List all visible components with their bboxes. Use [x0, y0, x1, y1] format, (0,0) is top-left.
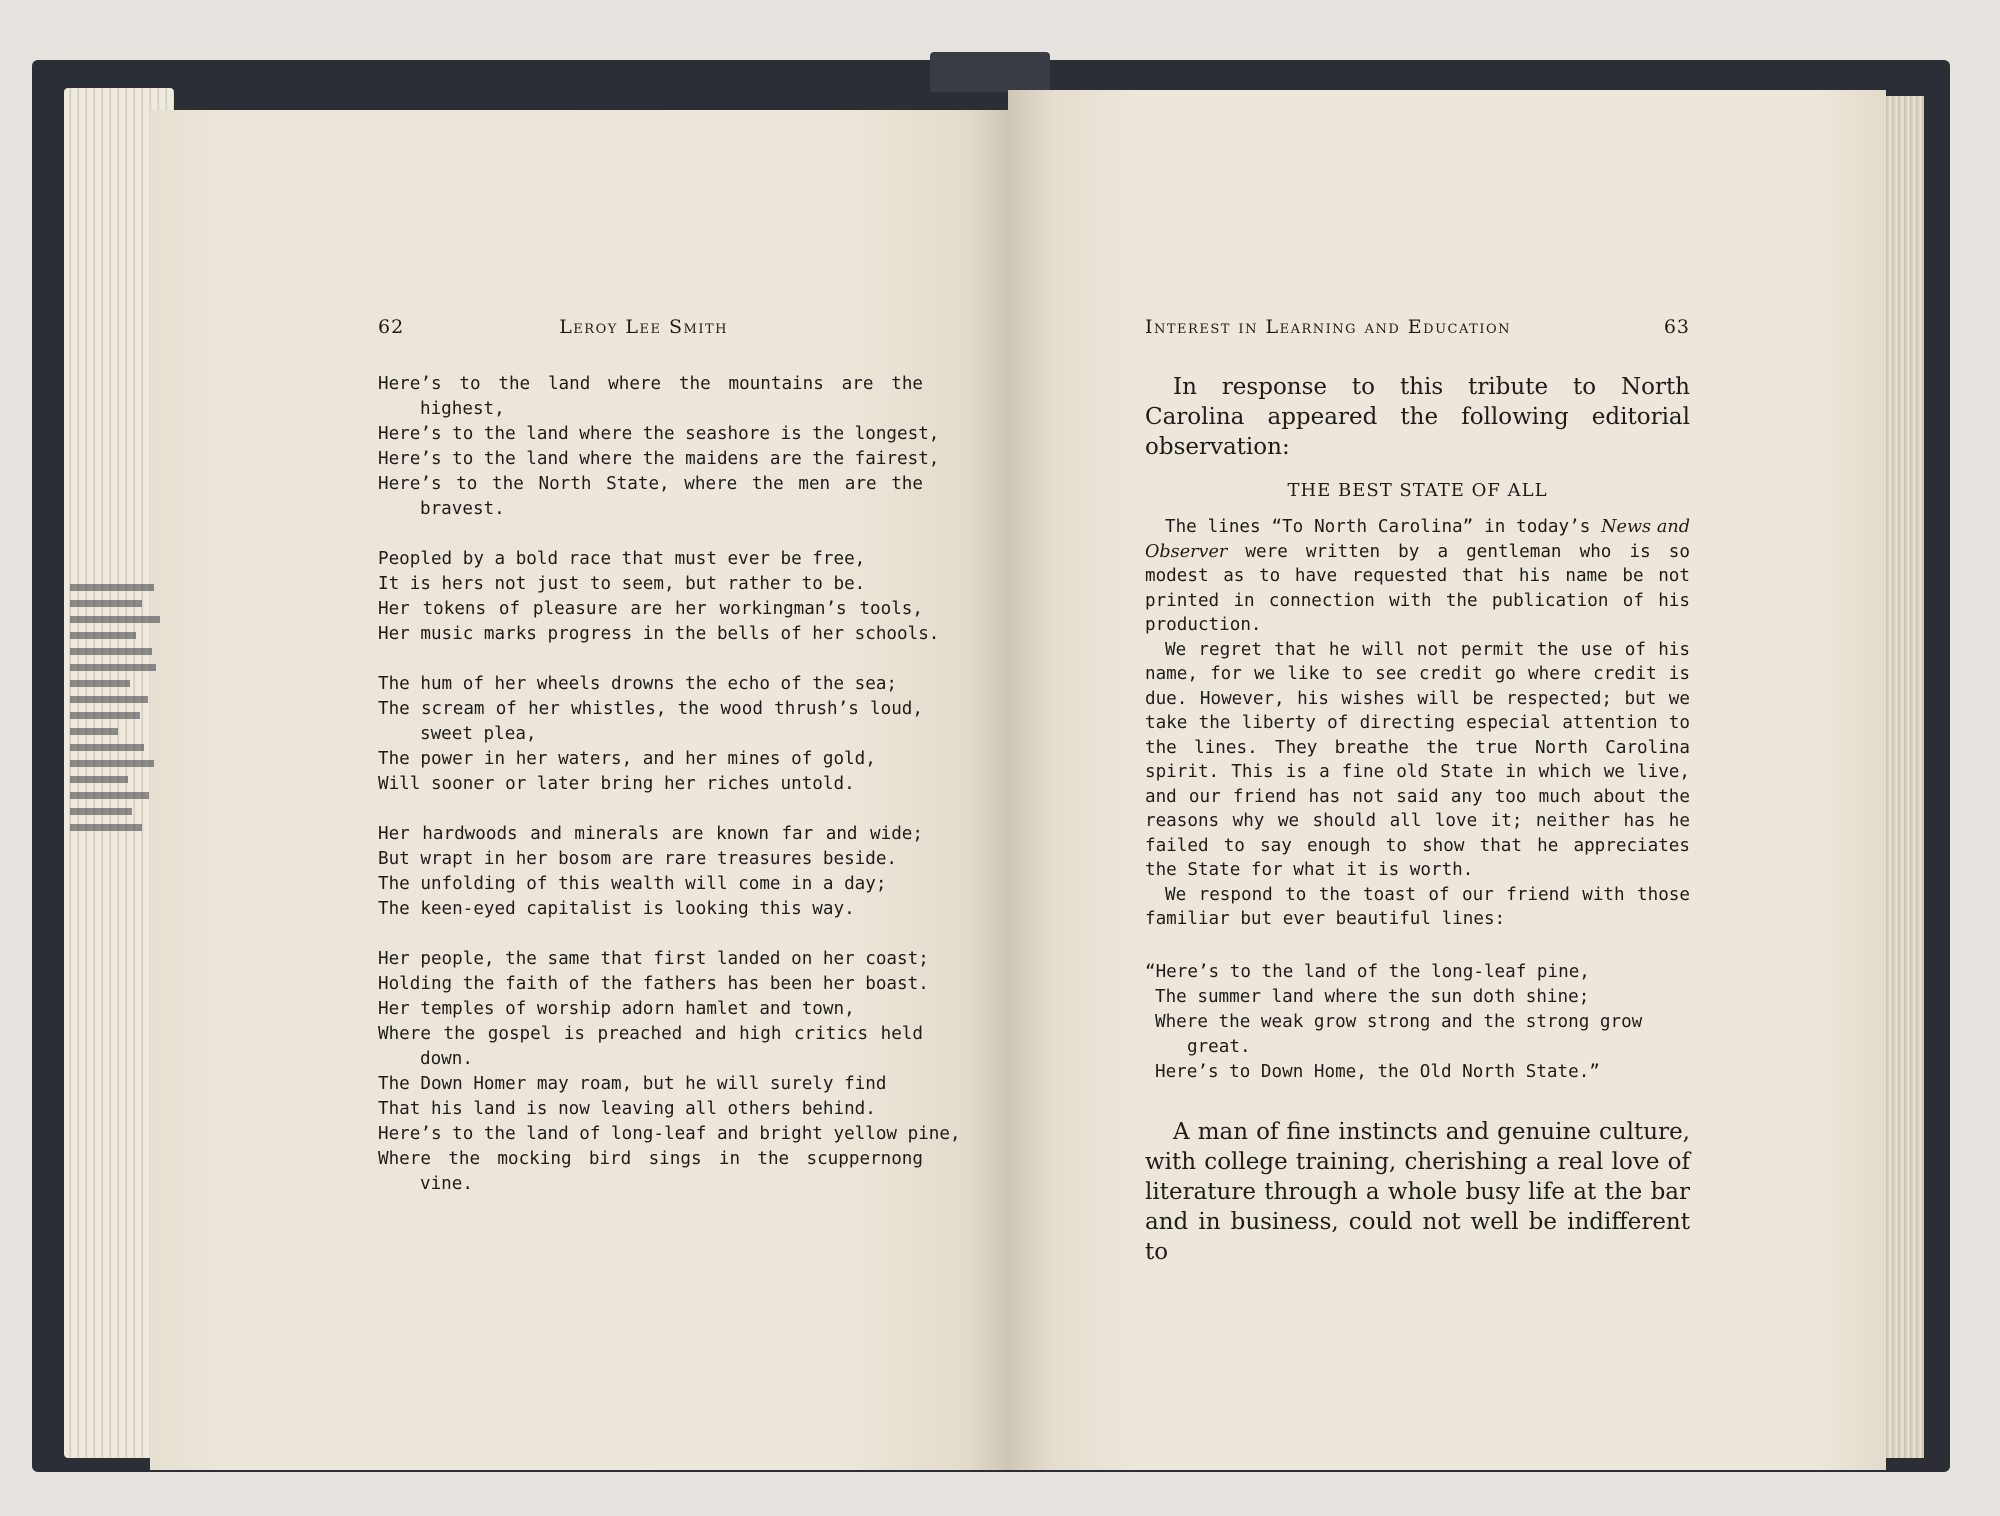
poem-line: But wrapt in her bosom are rare treasures beside.: [378, 849, 898, 869]
page-number: 62: [378, 316, 405, 338]
poem-line: Peopled by a bold race that must ever be free,: [378, 549, 866, 569]
editorial-heading: THE BEST STATE OF ALL: [1287, 480, 1548, 501]
poem-line: Here’s to the land where the maidens are the fairest,: [378, 449, 940, 469]
poem-line: Her hardwoods and minerals are known far and wide;: [378, 824, 923, 844]
poem-line: Here’s to the North State, where the men are the: [378, 474, 923, 494]
editorial: [1145, 515, 1690, 932]
editorial-paragraph: The lines “To North Carolina” in today’s News and Observer were written by a gentleman who is so modest as to have requested that his name be not printed in connection with the publication of his production.: [1145, 517, 1690, 635]
right-page-text: [1145, 316, 1690, 1267]
poem-line: Her music marks progress in the bells of her schools.: [378, 624, 940, 644]
left-page-text: [378, 316, 961, 1197]
poem-line: The Down Homer may roam, but he will surely find: [378, 1074, 887, 1094]
poem-line: The unfolding of this wealth will come in a day;: [378, 874, 887, 894]
poem-line: The keen-eyed capitalist is looking this way.: [378, 899, 855, 919]
closing-paragraph: A man of fine instincts and genuine culture, with college training, cherishing a real love of literature through a whole busy life at the bar and in business, could not well be indifferent to: [1145, 1118, 1690, 1265]
intro-paragraph: In response to this tribute to North Carolina appeared the following editorial observation:: [1145, 374, 1690, 460]
poem-line: Will sooner or later bring her riches untold.: [378, 774, 855, 794]
poem-line: Holding the faith of the fathers has been her boast.: [378, 974, 929, 994]
poem-line: Her temples of worship adorn hamlet and town,: [378, 999, 855, 1019]
quote-line: Here’s to Down Home, the Old North State.”: [1155, 1061, 1600, 1082]
poem-line: Where the mocking bird sings in the scuppernong: [378, 1149, 923, 1169]
newspaper-title: News and Observer: [1145, 517, 1690, 562]
poem-line: Where the gospel is preached and high critics held: [378, 1024, 923, 1044]
left-running-head: [378, 316, 923, 338]
book-spine: [930, 52, 1050, 92]
quote-line: “Here’s to the land of the long-leaf pine,: [1145, 961, 1590, 982]
quote-line: The summer land where the sun doth shine;: [1155, 986, 1590, 1007]
poem-line: vine.: [420, 1174, 473, 1194]
edge-ink-marks: [70, 575, 190, 975]
poem-line: sweet plea,: [420, 724, 537, 744]
poem-line: bravest.: [420, 499, 505, 519]
page-number: 63: [1663, 316, 1690, 338]
poem-line: Her people, the same that first landed on her coast;: [378, 949, 929, 969]
poem-line: Here’s to the land of long-leaf and bright yellow pine,: [378, 1124, 961, 1144]
poem-line: Her tokens of pleasure are her workingman’s tools,: [378, 599, 923, 619]
poem-line: The scream of her whistles, the wood thrush’s loud,: [378, 699, 923, 719]
poem-line: highest,: [420, 399, 505, 419]
poem-line: Here’s to the land where the seashore is the longest,: [378, 424, 940, 444]
page-header: Leroy Lee Smith: [559, 316, 728, 338]
poem: [378, 372, 961, 1197]
poem-line: It is hers not just to seem, but rather to be.: [378, 574, 866, 594]
poem-line: That his land is now leaving all others behind.: [378, 1099, 876, 1119]
poem-line: Here’s to the land where the mountains are the: [378, 374, 923, 394]
poem-line: The hum of her wheels drowns the echo of the sea;: [378, 674, 898, 694]
poem-line: down.: [420, 1049, 473, 1069]
quoted-verse: [1145, 960, 1690, 1085]
quote-line: great.: [1187, 1036, 1251, 1057]
editorial-paragraph: We regret that he will not permit the use of his name, for we like to see credit go where credit is due. However, his wishes will be respected; but we take the liberty of directing especial attention to the lines. They breathe the true North Carolina spirit. This is a fine old State in which we live, and our friend has not said any too much about the reasons why we should all love it; neither has he failed to say enough to show that he appreciates the State for what it is worth.: [1145, 639, 1690, 880]
editorial-paragraph: We respond to the toast of our friend with those familiar but ever beautiful lines:: [1145, 884, 1690, 929]
poem-line: The power in her waters, and her mines of gold,: [378, 749, 876, 769]
page-header: Interest in Learning and Education: [1145, 316, 1512, 338]
right-running-head: [1145, 316, 1690, 338]
quote-line: Where the weak grow strong and the strong grow: [1155, 1011, 1643, 1032]
